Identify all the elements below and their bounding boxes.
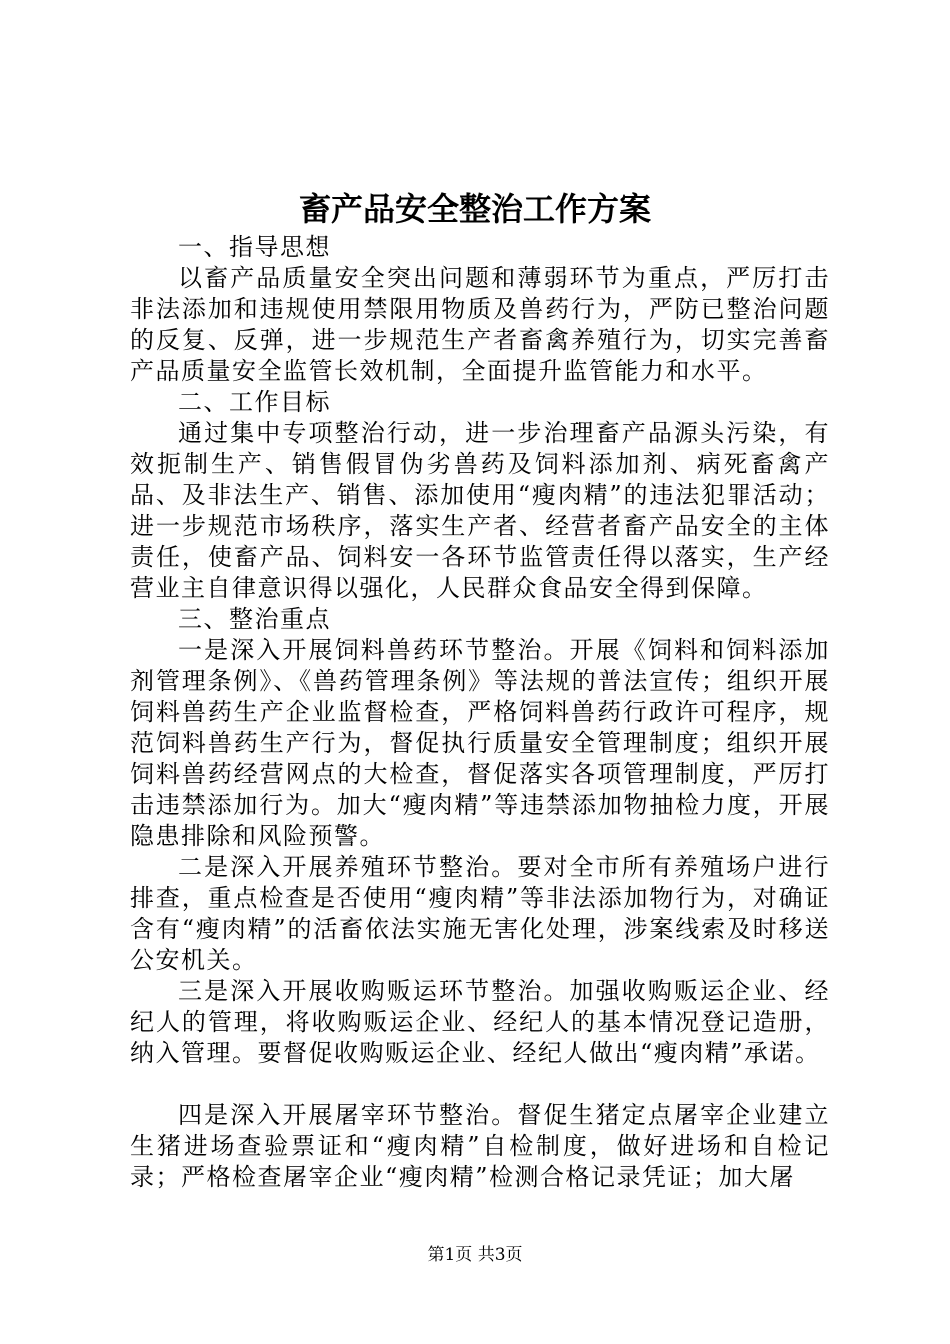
section-heading: 一、指导思想 [178, 233, 331, 261]
paragraph: 二是深入开展养殖环节整治。要对全市所有养殖场户进行排查，重点检查是否使用“瘦肉精”等非法添加物行为，对确证含有“瘦肉精”的活畜依法实施无害化处理，涉案线索及时移送公安机关。 [130, 853, 830, 974]
paragraph: 通过集中专项整治行动，进一步治理畜产品源头污染，有效扼制生产、销售假冒伪劣兽药及饲料添加剂、病死畜禽产品、及非法生产、销售、添加使用“瘦肉精”的违法犯罪活动；进一步规范市场秩序，落实生产者、经营者畜产品安全的主体责任，使畜产品、饲料安一各环节监管责任得以落实，生产经营业主自律意识得以强化，人民群众食品安全得到保障。 [130, 419, 830, 602]
section-heading: 三、整治重点 [178, 605, 331, 633]
paragraph: 一是深入开展饲料兽药环节整治。开展《饲料和饲料添加剂管理条例》、《兽药管理条例》等法规的普法宣传；组织开展饲料兽药生产企业监督检查，严格饲料兽药行政许可程序，规范饲料兽药生产行为，督促执行质量安全管理制度；组织开展饲料兽药经营网点的大检查，督促落实各项管理制度，严厉打击违禁添加行为。加大“瘦肉精”等违禁添加物抽检力度，开展隐患排除和风险预警。 [130, 636, 830, 850]
section-heading: 二、工作目标 [178, 388, 331, 416]
paragraph: 三是深入开展收购贩运环节整治。加强收购贩运企业、经纪人的管理，将收购贩运企业、经纪人的基本情况登记造册，纳入管理。要督促收购贩运企业、经纪人做出“瘦肉精”承诺。 [130, 977, 830, 1067]
paragraph-spacer [130, 1069, 830, 1100]
page-number: 第1页 共3页 [427, 1245, 523, 1265]
paragraph: 以畜产品质量安全突出问题和薄弱环节为重点，严厉打击非法添加和违规使用禁限用物质及兽药行为，严防已整治问题的反复、反弹，进一步规范生产者畜禽养殖行为，切实完善畜产品质量安全监管长效机制，全面提升监管能力和水平。 [130, 264, 830, 385]
paragraph: 四是深入开展屠宰环节整治。督促生猪定点屠宰企业建立生猪进场查验票证和“瘦肉精”自检制度，做好进场和自检记录；严格检查屠宰企业“瘦肉精”检测合格记录凭证；加大屠 [130, 1101, 830, 1191]
document-title: 畜产品安全整治工作方案 [298, 190, 651, 228]
document-body [130, 232, 830, 1193]
